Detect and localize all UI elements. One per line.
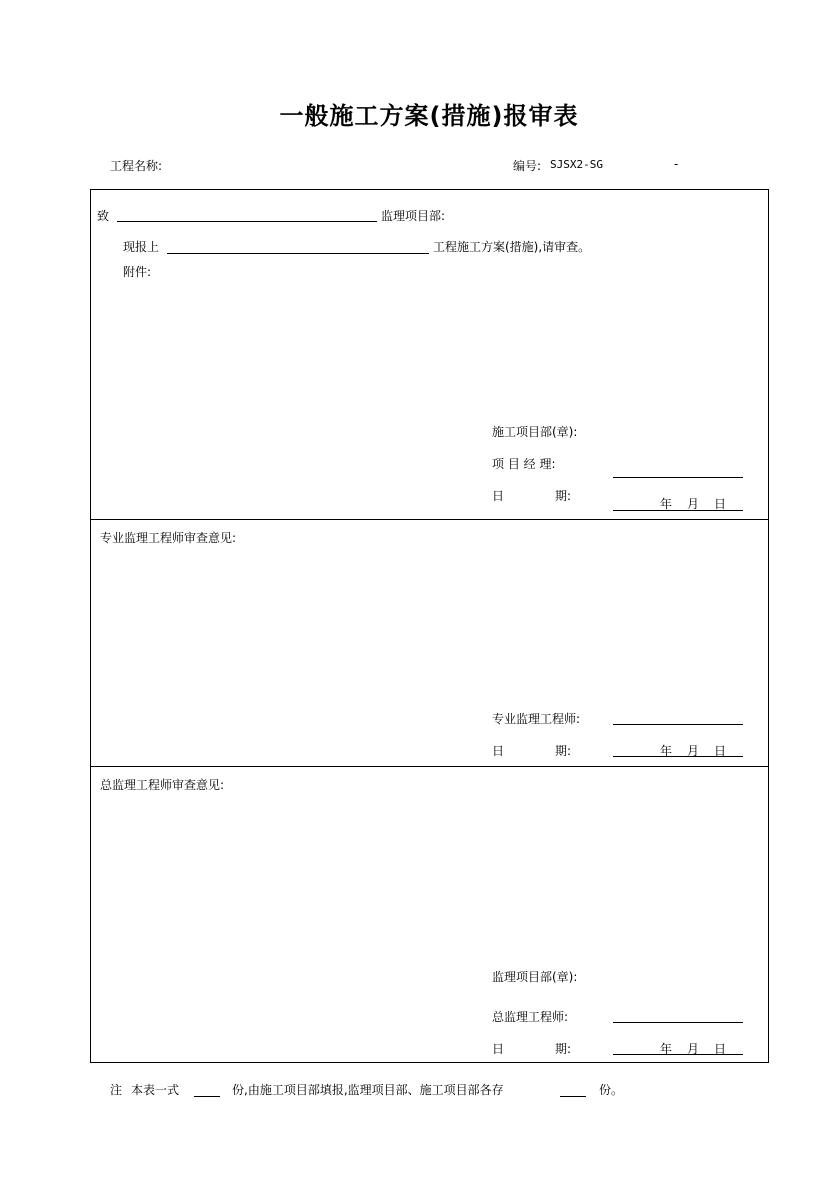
note-text-3: 份。 (599, 1083, 624, 1097)
chief-review-heading: 总监理工程师审查意见: (100, 778, 225, 792)
date-month: 月 (687, 744, 700, 758)
chief-signature-blank[interactable] (613, 1022, 743, 1023)
date-label-left: 日 (492, 1042, 505, 1056)
specialist-engineer-label: 专业监理工程师: (492, 712, 581, 726)
project-blank[interactable] (167, 253, 429, 254)
to-label: 致 (97, 209, 110, 223)
date-blank[interactable] (613, 1054, 743, 1055)
manager-signature-blank[interactable] (613, 477, 743, 478)
date-label-left: 日 (492, 744, 505, 758)
section-divider (91, 519, 768, 520)
manager-label: 项 目 经 理: (492, 457, 556, 471)
note-text-1: 本表一式 (131, 1083, 180, 1097)
project-name-label: 工程名称: (110, 159, 163, 173)
date-blank[interactable] (613, 510, 743, 511)
date-blank[interactable] (613, 756, 743, 757)
supervision-dept-label: 监理项目部: (381, 209, 446, 223)
copies-blank[interactable] (194, 1096, 220, 1097)
number-value: SJSX2-SG (550, 158, 603, 171)
date-month: 月 (687, 497, 700, 511)
supervision-dept-seal-label: 监理项目部(章): (492, 970, 578, 984)
section-divider (91, 766, 768, 767)
date-year: 年 (660, 1042, 673, 1056)
kept-copies-blank[interactable] (560, 1096, 586, 1097)
date-month: 月 (687, 1042, 700, 1056)
date-day: 日 (714, 1042, 727, 1056)
date-label-left: 日 (492, 489, 505, 503)
date-label-right: 期: (555, 1042, 572, 1056)
submit-suffix: 工程施工方案(措施),请审查。 (433, 240, 591, 254)
chief-engineer-label: 总监理工程师: (492, 1010, 569, 1024)
attachment-label: 附件: (123, 265, 152, 279)
number-label: 编号: (513, 159, 542, 173)
date-year: 年 (660, 744, 673, 758)
construction-dept-label: 施工项目部(章): (492, 425, 578, 439)
form-table (90, 189, 769, 1063)
date-label-right: 期: (555, 489, 572, 503)
addressee-blank[interactable] (117, 221, 377, 222)
date-day: 日 (714, 497, 727, 511)
date-day: 日 (714, 744, 727, 758)
note-text-2: 份,由施工项目部填报,监理项目部、施工项目部各存 (232, 1083, 504, 1097)
submit-prefix: 现报上 (123, 240, 160, 254)
note-prefix: 注 (110, 1083, 123, 1097)
date-label-right: 期: (555, 744, 572, 758)
number-suffix: - (674, 157, 679, 171)
specialist-signature-blank[interactable] (613, 724, 743, 725)
date-year: 年 (660, 497, 673, 511)
specialist-review-heading: 专业监理工程师审查意见: (100, 531, 237, 545)
form-title: 一般施工方案(措施)报审表 (279, 102, 579, 130)
